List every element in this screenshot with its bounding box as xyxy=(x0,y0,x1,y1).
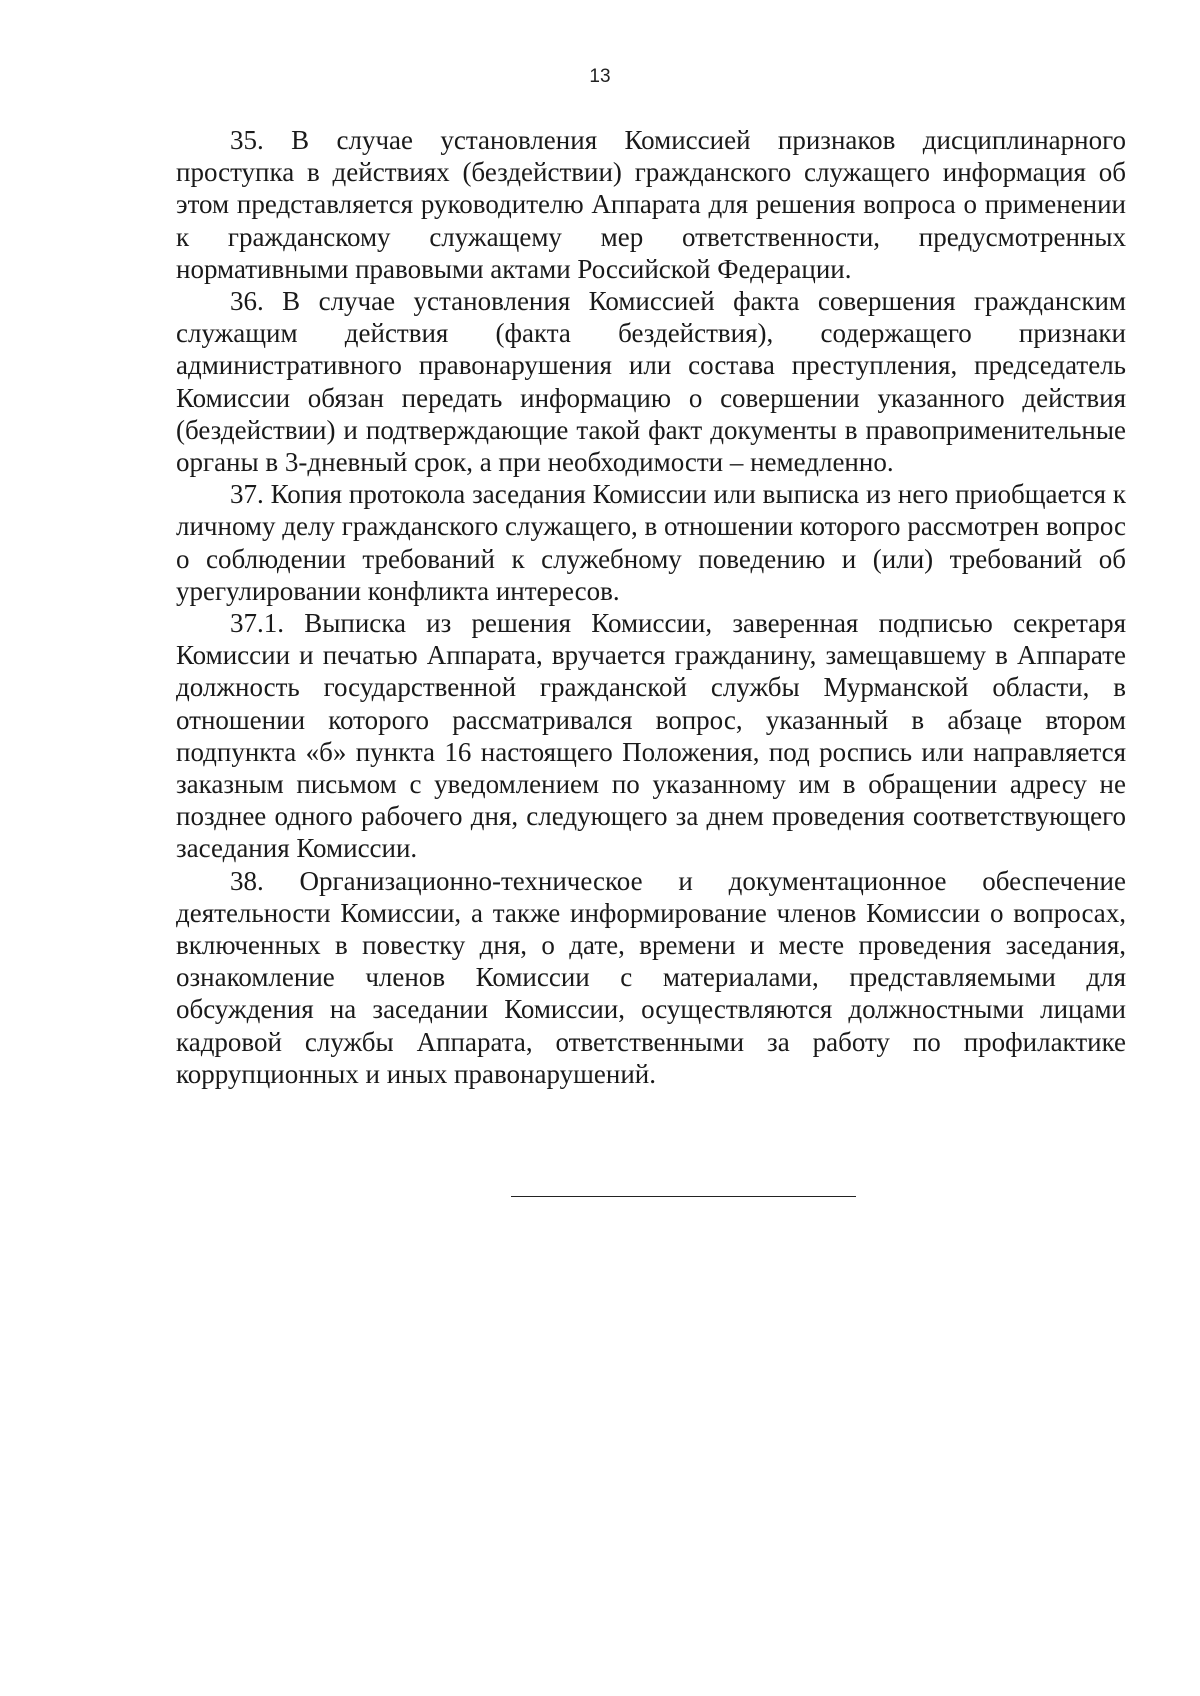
end-of-document-rule xyxy=(511,1196,856,1197)
paragraph-38: 38. Организационно-техническое и документационное обеспечение деятельности Комиссии, а также информирование членов Комиссии о вопросах, включенных в повестку дня, о дате, времени и месте проведения заседания, ознакомление членов Комиссии с материалами, представляемыми для обсуждения на заседании Комиссии, осуществляются должностными лицами кадровой службы Аппарата, ответственными за работу по профилактике коррупционных и иных правонарушений. xyxy=(176,865,1126,1089)
paragraph-37: 37. Копия протокола заседания Комиссии или выписка из него приобщается к личному делу гражданского служащего, в отношении которого рассмотрен вопрос о соблюдении требований к служебному поведению и (или) требований об урегулировании конфликта интересов. xyxy=(176,479,1126,606)
paragraph-37-1: 37.1. Выписка из решения Комиссии, заверенная подписью секретаря Комиссии и печатью Аппарата, вручается гражданину, замещавшему в Аппарате должность государственной гражданской службы Мурманской области, в отношении которого рассматривался вопрос, указанный в абзаце втором подпункта «б» пункта 16 настоящего Положения, под роспись или направляется заказным письмом с уведомлением по указанному им в обращении адресу не позднее одного рабочего дня, следующего за днем проведения соответствующего заседания Комиссии. xyxy=(176,608,1126,864)
document-body xyxy=(176,124,1126,1090)
page-number: 13 xyxy=(589,66,611,87)
paragraph-35: 35. В случае установления Комиссией признаков дисциплинарного проступка в действиях (бездействии) гражданского служащего информация об этом представляется руководителю Аппарата для решения вопроса о применении к гражданскому служащему мер ответственности, предусмотренных нормативными правовыми актами Российской Федерации. xyxy=(176,125,1126,284)
paragraph-36: 36. В случае установления Комиссией факта совершения гражданским служащим действия (факта бездействия), содержащего признаки административного правонарушения или состава преступления, председатель Комиссии обязан передать информацию о совершении указанного действия (бездействии) и подтверждающие такой факт документы в правоприменительные органы в 3-дневный срок, а при необходимости – немедленно. xyxy=(176,286,1126,478)
